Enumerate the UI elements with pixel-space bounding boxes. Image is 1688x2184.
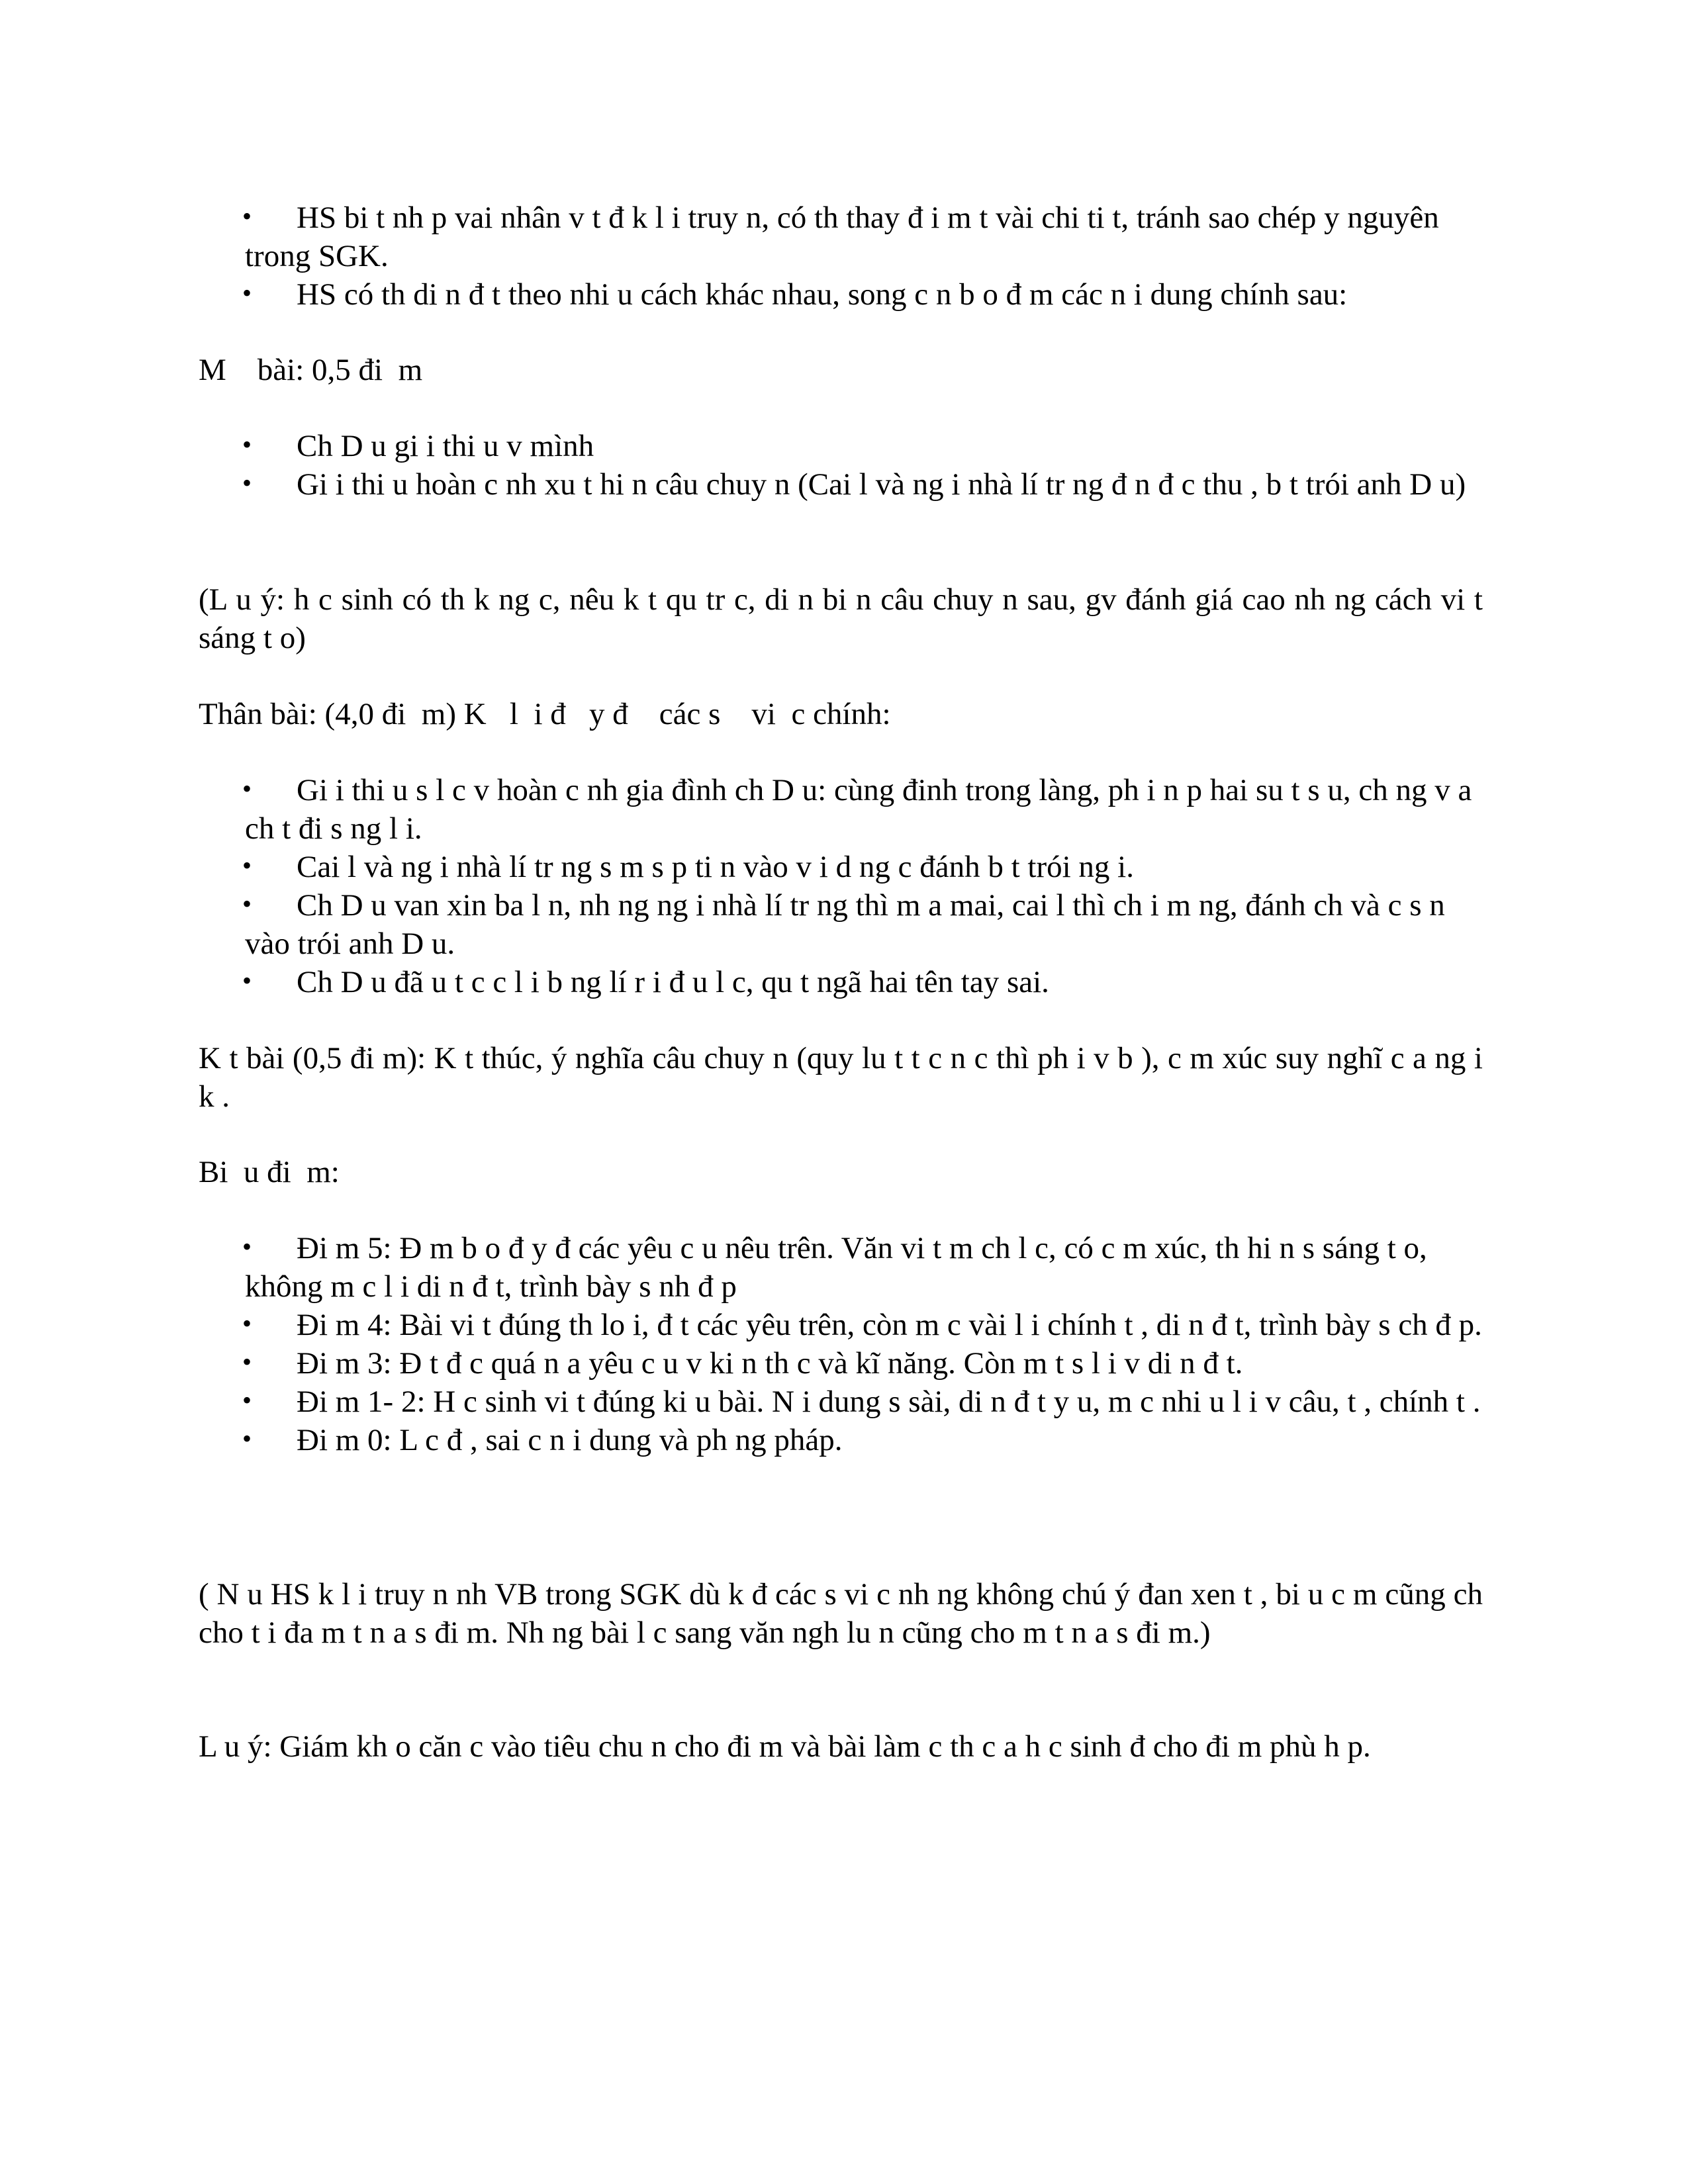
bieu-diem-heading: Bi u đi m: <box>199 1155 340 1189</box>
mo-bai-heading: M bài: 0,5 đi m <box>199 353 423 387</box>
list-item: HS có th di n đ t theo nhi u cách khác nhau, song c n b o đ m các n i dung chính sau: <box>297 277 1348 312</box>
list-item: Đi m 3: Đ t đ c quá n a yêu c u v ki n th c và kĩ năng. Còn m t s l i v di n đ t. <box>297 1346 1243 1381</box>
luu-y-note-2: L u ý: Giám kh o căn c vào tiêu chu n cho đi m và bài làm c th c a h c sinh đ cho đi m phù h p. <box>199 1729 1371 1764</box>
list-item: Đi m 5: Đ m b o đ y đ các yêu c u nêu trên. Văn vi t m ch l c, có c m xúc, th hi n s sáng t o, không m c l i di n đ t, trình bày s nh đ p <box>245 1231 1427 1304</box>
intro-list <box>199 199 1483 314</box>
list-item: HS bi t nh p vai nhân v t đ k l i truy n, có th thay đ i m t vài chi ti t, tránh sao chép y nguyên trong SGK. <box>245 201 1439 273</box>
sgk-note: ( N u HS k l i truy n nh VB trong SGK dù k đ các s vi c nh ng không chú ý đan xen t , bi u c m cũng ch cho t i đa m t n a s đi m. Nh ng bài l c sang văn ngh lu n cũng cho m t n a s đi m.) <box>199 1577 1483 1650</box>
list-item: Đi m 1- 2: H c sinh vi t đúng ki u bài. N i dung s sài, di n đ t y u, m c nhi u l i v câu, t , chính t . <box>297 1385 1481 1419</box>
mo-bai-list <box>199 427 1483 504</box>
list-item: Gi i thi u s l c v hoàn c nh gia đình ch D u: cùng đinh trong làng, ph i n p hai su t s u, ch ng v a ch t đi s ng l i. <box>245 773 1472 846</box>
list-item: Đi m 4: Bài vi t đúng th lo i, đ t các yêu trên, còn m c vài l i chính t , di n đ t, trình bày s ch đ p. <box>297 1308 1482 1342</box>
list-item: Ch D u gi i thi u v mình <box>297 429 594 463</box>
luu-y-note-1: (L u ý: h c sinh có th k ng c, nêu k t qu tr c, di n bi n câu chuy n sau, gv đánh giá cao nh ng cách vi t sáng t o) <box>199 582 1483 655</box>
list-item: Ch D u van xin ba l n, nh ng ng i nhà lí tr ng thì m a mai, cai l thì ch i m ng, đánh ch và c s n vào trói anh D u. <box>245 888 1445 961</box>
list-item: Cai l và ng i nhà lí tr ng s m s p ti n vào v i d ng c đánh b t trói ng i. <box>297 850 1134 884</box>
list-item: Đi m 0: L c đ , sai c n i dung và ph ng pháp. <box>297 1423 843 1457</box>
bieu-diem-list <box>199 1229 1483 1459</box>
list-item: Ch D u đã u t c c l i b ng lí r i đ u l c, qu t ngã hai tên tay sai. <box>297 965 1049 999</box>
list-item: Gi i thi u hoàn c nh xu t hi n câu chuy n (Cai l và ng i nhà lí tr ng đ n đ c thu , b t trói anh D u) <box>297 467 1466 502</box>
than-bai-list <box>199 771 1483 1001</box>
ket-bai: K t bài (0,5 đi m): K t thúc, ý nghĩa câu chuy n (quy lu t t c n c thì ph i v b ), c m xúc suy nghĩ c a ng i k . <box>199 1041 1483 1114</box>
than-bai-heading: Thân bài: (4,0 đi m) K l i đ y đ các s vi c chính: <box>199 697 891 731</box>
